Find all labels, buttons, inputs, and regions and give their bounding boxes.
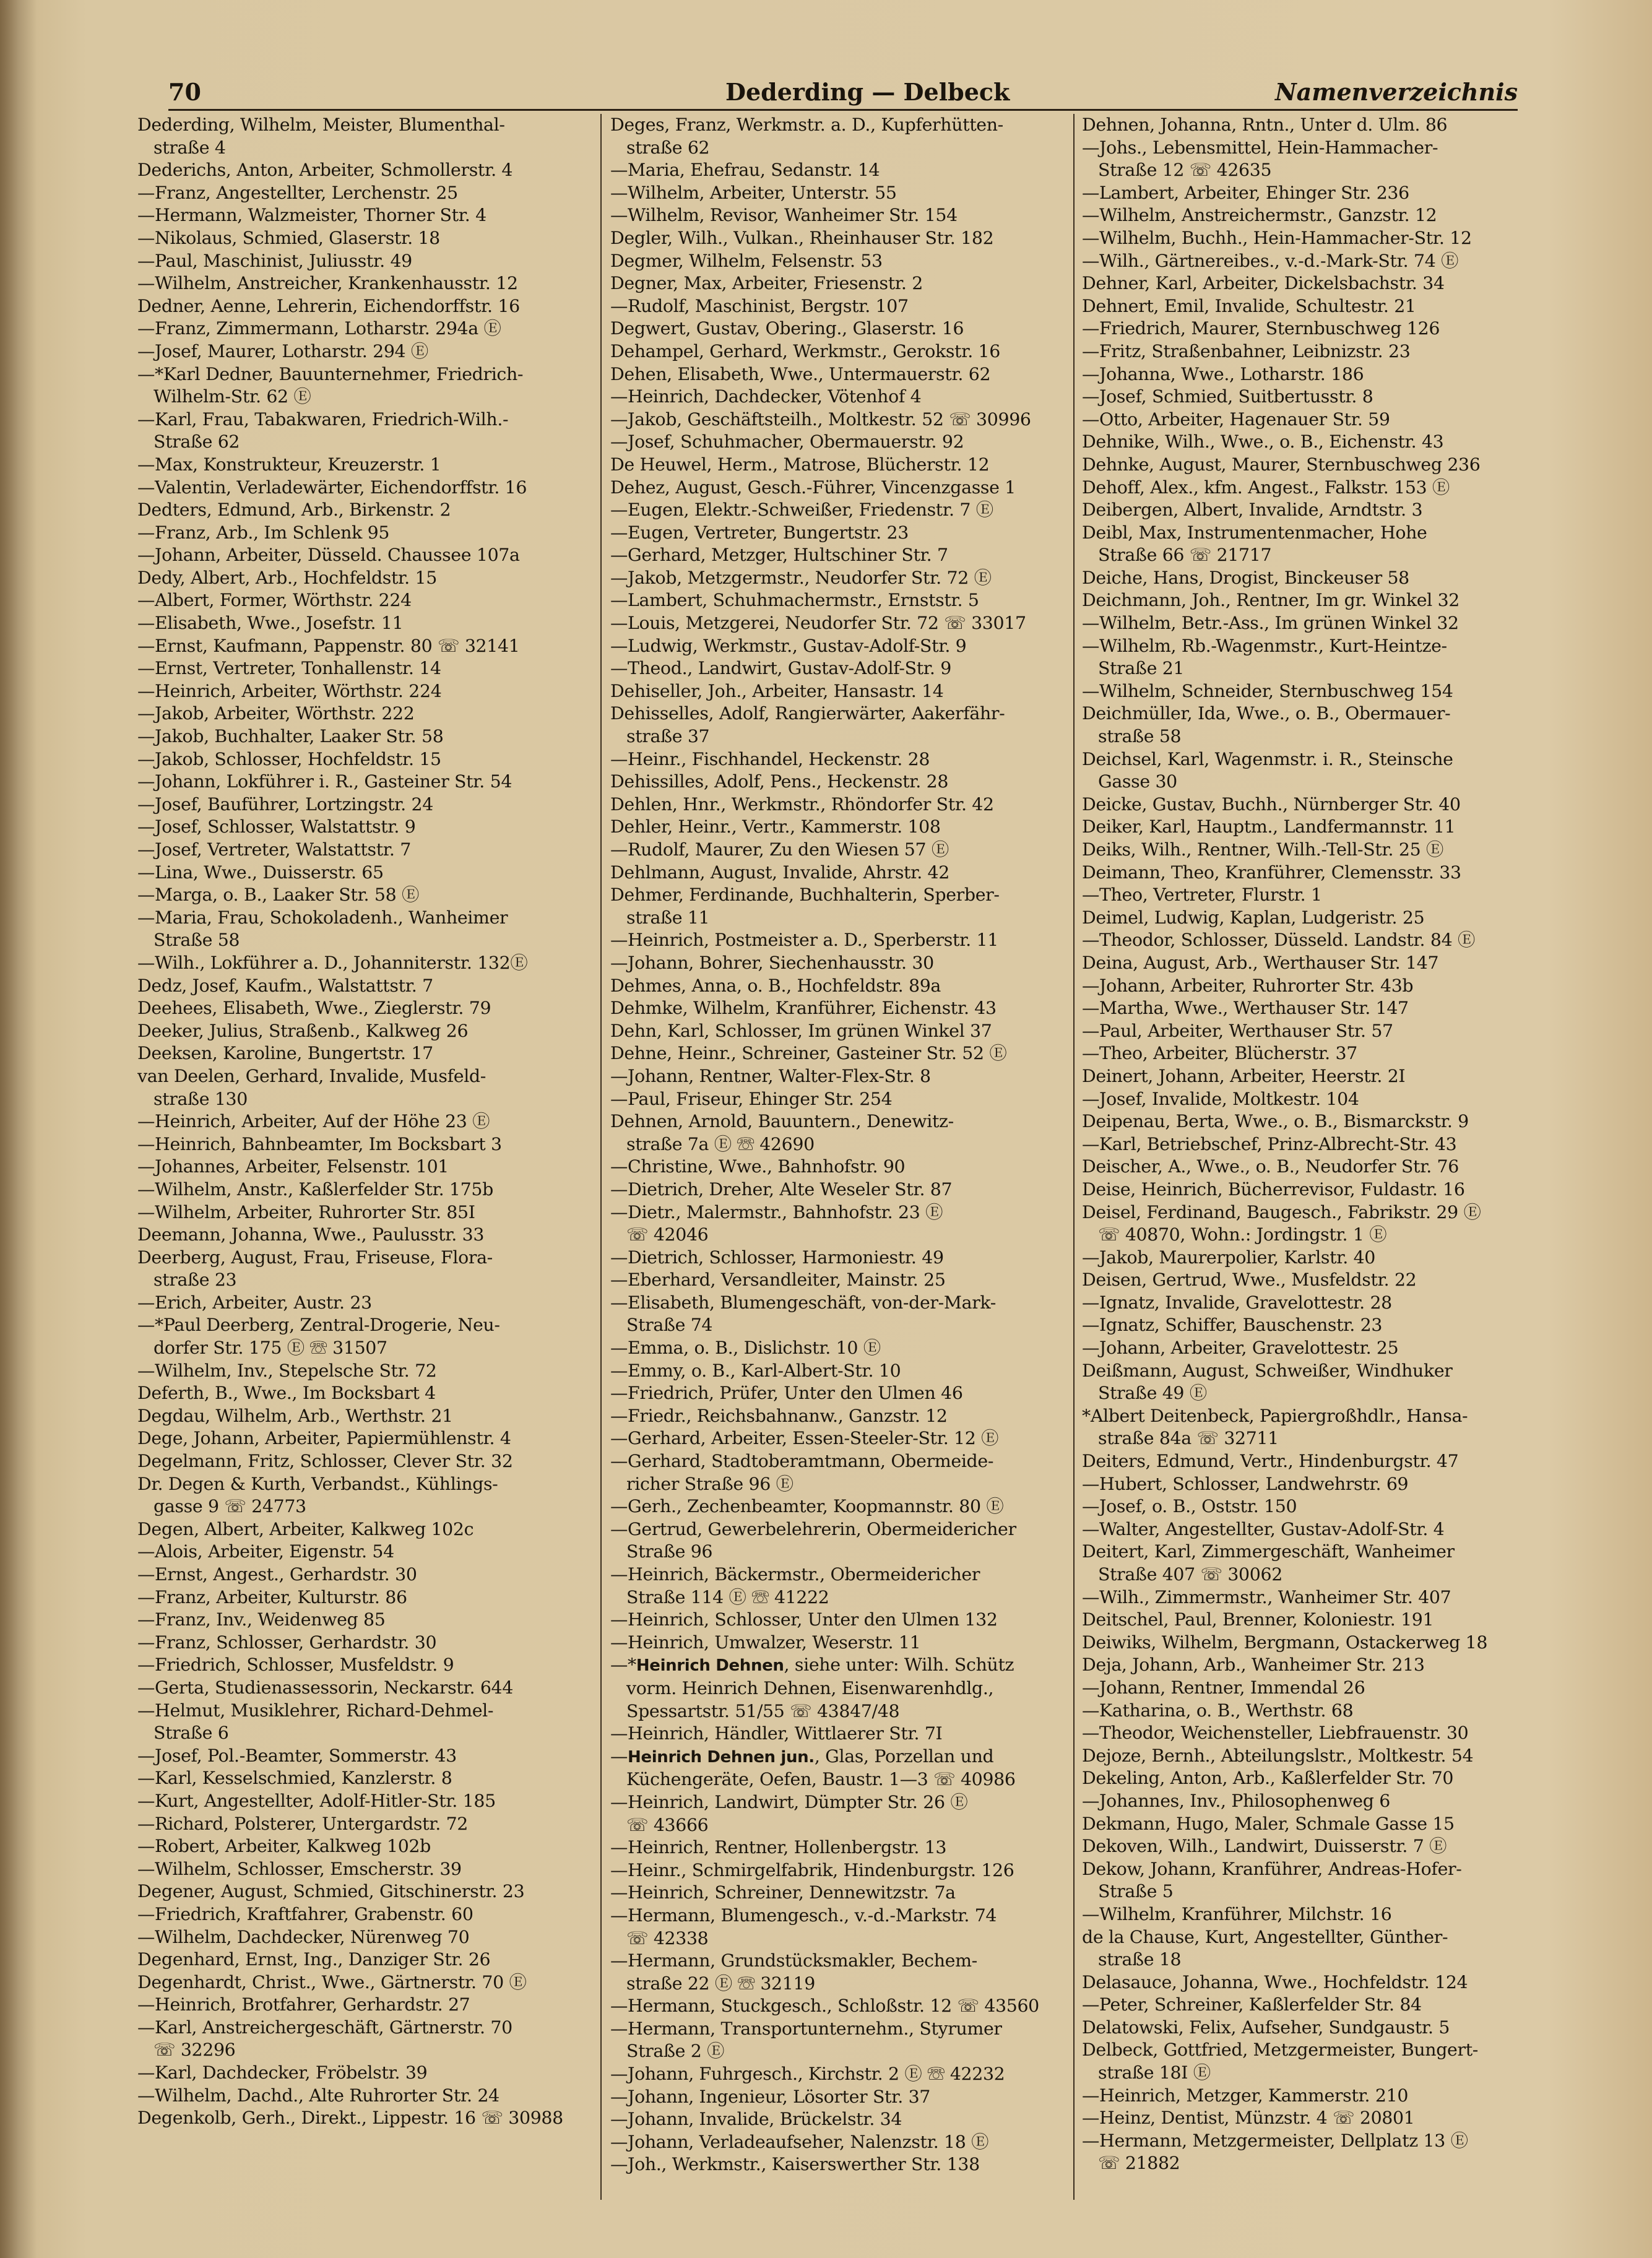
directory-entry-line: Straße 21 <box>1098 658 1185 679</box>
directory-entry-line: —Theodor, Weichensteller, Liebfrauenstr. 30 <box>1082 1723 1469 1744</box>
directory-entry-line: —Johann, Ingenieur, Lösorter Str. 37 <box>610 2086 930 2107</box>
directory-entry-line: Dehiseller, Joh., Arbeiter, Hansastr. 14 <box>610 680 944 701</box>
directory-entry-line: —Helmut, Musiklehrer, Richard-Dehmel- <box>137 1700 494 1721</box>
directory-entry-line: Deja, Johann, Arb., Wanheimer Str. 213 <box>1082 1655 1425 1676</box>
directory-entry-line: —Wilh., Lokführer a. D., Johanniterstr. 132Ⓔ <box>137 952 528 973</box>
directory-entry-line: —Jakob, Metzgermstr., Neudorfer Str. 72 Ⓔ <box>610 567 992 588</box>
directory-entry-line: —Heinrich, Schreiner, Dennewitzstr. 7a <box>610 1882 956 1903</box>
directory-entry-line: —Valentin, Verladewärter, Eichendorffstr. 16 <box>137 477 527 498</box>
directory-entry-line: —Wilhelm, Inv., Stepelsche Str. 72 <box>137 1360 437 1381</box>
directory-entry-line: straße 18 <box>1098 1949 1182 1970</box>
directory-entry-line: —Friedrich, Kraftfahrer, Grabenstr. 60 <box>137 1903 474 1924</box>
directory-entry-line: —Friedrich, Prüfer, Unter den Ulmen 46 <box>610 1383 963 1404</box>
directory-entry-line: —Lambert, Arbeiter, Ehinger Str. 236 <box>1082 182 1409 203</box>
directory-entry-line: straße 4 <box>154 137 226 158</box>
directory-entry-line: Degmer, Wilhelm, Felsenstr. 53 <box>610 250 883 271</box>
directory-entry-line: —Lambert, Schuhmachermstr., Ernststr. 5 <box>610 590 979 611</box>
directory-entry-line: straße 37 <box>626 726 710 747</box>
directory-entry-line: —Paul, Arbeiter, Werthauser Str. 57 <box>1082 1020 1393 1041</box>
directory-entry-line: —Johann, Arbeiter, Ruhrorter Str. 43b <box>1082 975 1414 996</box>
directory-entry-line: Straße 12 ☏ 42635 <box>1098 160 1272 181</box>
directory-entry-line: —Johann, Fuhrgesch., Kirchstr. 2 Ⓔ ☏ 42232 <box>610 2064 1005 2085</box>
directory-entry-line: —Hermann, Stuckgesch., Schloßstr. 12 ☏ 43560 <box>610 1996 1039 2017</box>
directory-entry-line: —Eugen, Elektr.-Schweißer, Friedenstr. 7 Ⓔ <box>610 500 993 521</box>
directory-entry-line: straße 84a ☏ 32711 <box>1098 1428 1279 1449</box>
directory-entry-line: *Albert Deitenbeck, Papiergroßhdlr., Hansa- <box>1082 1405 1468 1426</box>
directory-entry-line: ☏ 40870, Wohn.: Jordingstr. 1 Ⓔ <box>1098 1224 1387 1245</box>
directory-entry-line: Degener, August, Schmied, Gitschinerstr. 23 <box>137 1881 525 1902</box>
directory-entry-line: Spessartstr. 51/55 ☏ 43847/48 <box>626 1700 900 1721</box>
directory-entry-line: —Karl, Kesselschmied, Kanzlerstr. 8 <box>137 1768 452 1789</box>
directory-entry-line: —Franz, Zimmermann, Lotharstr. 294a Ⓔ <box>137 318 501 339</box>
directory-entry-line: —Maria, Frau, Schokoladenh., Wanheimer <box>137 907 508 928</box>
directory-entry-line: Straße 2 Ⓔ <box>626 2041 725 2062</box>
directory-entry-line: —Wilhelm, Buchh., Hein-Hammacher-Str. 12 <box>1082 227 1472 248</box>
directory-entry-line: —Eberhard, Versandleiter, Mainstr. 25 <box>610 1270 946 1291</box>
directory-entry-line: —Wilhelm, Rb.-Wagenmstr., Kurt-Heintze- <box>1082 635 1447 656</box>
directory-entry-line: Delbeck, Gottfried, Metzgermeister, Bungert- <box>1082 2040 1478 2061</box>
directory-entry-line: Deißmann, August, Schweißer, Windhuker <box>1082 1360 1453 1381</box>
directory-entry-line: Straße 6 <box>154 1723 229 1744</box>
directory-entry-line: —Karl, Frau, Tabakwaren, Friedrich-Wilh.- <box>137 409 509 430</box>
directory-entry-line: —Marga, o. B., Laaker Str. 58 Ⓔ <box>137 885 420 906</box>
directory-entry-line: —Josef, Maurer, Lotharstr. 294 Ⓔ <box>137 340 428 361</box>
directory-entry-line: —Johann, Invalide, Brückelstr. 34 <box>610 2109 902 2130</box>
directory-entry-line: straße 58 <box>1098 726 1182 747</box>
directory-entry-line: De Heuwel, Herm., Matrose, Blücherstr. 12 <box>610 454 990 475</box>
directory-entry-line: —Karl, Betriebschef, Prinz-Albrecht-Str. 43 <box>1082 1133 1457 1154</box>
directory-entry-line: —Heinrich, Arbeiter, Auf der Höhe 23 Ⓔ <box>137 1111 490 1132</box>
directory-entry-line: —Walter, Angestellter, Gustav-Adolf-Str. 4 <box>1082 1518 1445 1539</box>
directory-entry-line: —Friedrich, Schlosser, Musfeldstr. 9 <box>137 1655 454 1676</box>
directory-entry-line: ☏ 32296 <box>154 2040 236 2061</box>
directory-entry-line: —Maria, Ehefrau, Sedanstr. 14 <box>610 160 880 181</box>
header-rule <box>168 109 1518 111</box>
directory-entry-line: Dehisselles, Adolf, Rangierwärter, Aakerfähr- <box>610 703 1005 724</box>
directory-entry-line: —Emmy, o. B., Karl-Albert-Str. 10 <box>610 1360 901 1381</box>
directory-entry-line: Straße 96 <box>626 1541 713 1562</box>
directory-entry-line: Dehner, Karl, Arbeiter, Dickelsbachstr. 34 <box>1082 273 1445 294</box>
directory-entry-line: —Ernst, Angest., Gerhardstr. 30 <box>137 1564 417 1585</box>
directory-entry-line: Straße 407 ☏ 30062 <box>1098 1564 1282 1585</box>
directory-entry-line: —Franz, Angestellter, Lerchenstr. 25 <box>137 182 458 203</box>
directory-entry-line: —Karl, Anstreichergeschäft, Gärtnerstr. 70 <box>137 2017 512 2038</box>
directory-entry-line: Degenhardt, Christ., Wwe., Gärtnerstr. 70 Ⓔ <box>137 1971 527 1992</box>
directory-entry-line: —Johanna, Wwe., Lotharstr. 186 <box>1082 363 1364 384</box>
directory-entry-line: van Deelen, Gerhard, Invalide, Musfeld- <box>137 1065 486 1086</box>
directory-entry-line: —Heinrich, Händler, Wittlaerer Str. 7I <box>610 1723 943 1744</box>
directory-entry-line: —Josef, Vertreter, Walstattstr. 7 <box>137 839 411 860</box>
directory-entry-line: Degner, Max, Arbeiter, Friesenstr. 2 <box>610 273 923 294</box>
directory-entry-line: —*Karl Dedner, Bauunternehmer, Friedrich- <box>137 363 524 384</box>
directory-entry-line: Deichmüller, Ida, Wwe., o. B., Obermauer- <box>1082 703 1451 724</box>
directory-entry-line: Deiche, Hans, Drogist, Binckeuser 58 <box>1082 567 1409 588</box>
directory-entry-line: Dehne, Heinr., Schreiner, Gasteiner Str. 52 Ⓔ <box>610 1043 1007 1064</box>
directory-entry-line: —Heinrich, Brotfahrer, Gerhardstr. 27 <box>137 1994 470 2015</box>
directory-entry-line: —Heinz, Dentist, Münzstr. 4 ☏ 20801 <box>1082 2108 1415 2129</box>
directory-entry-line: —Heinrich, Schlosser, Unter den Ulmen 132 <box>610 1609 998 1630</box>
directory-entry-line: Dehampel, Gerhard, Werkmstr., Gerokstr. 16 <box>610 340 1000 361</box>
directory-entry-line: straße 11 <box>626 907 710 928</box>
directory-entry-line: —Johann, Bohrer, Siechenhausstr. 30 <box>610 952 934 973</box>
directory-entry-line: —Alois, Arbeiter, Eigenstr. 54 <box>137 1541 394 1562</box>
directory-entry-line: —Paul, Friseur, Ehinger Str. 254 <box>610 1088 893 1109</box>
directory-entry-line: —Franz, Arbeiter, Kulturstr. 86 <box>137 1586 407 1607</box>
directory-entry-line: —*Heinrich Dehnen, siehe unter: Wilh. Schütz <box>610 1655 1014 1676</box>
directory-entry-line: Deibl, Max, Instrumentenmacher, Hohe <box>1082 522 1427 543</box>
directory-entry-line: —Josef, Bauführer, Lortzingstr. 24 <box>137 794 433 815</box>
directory-entry-line: Degwert, Gustav, Obering., Glaserstr. 16 <box>610 318 964 339</box>
directory-entry-line: —Heinrich, Bahnbeamter, Im Bocksbart 3 <box>137 1133 502 1154</box>
directory-entry-line: Deimel, Ludwig, Kaplan, Ludgeristr. 25 <box>1082 907 1425 928</box>
directory-entry-line: —Richard, Polsterer, Untergardstr. 72 <box>137 1813 469 1834</box>
directory-entry-line: —Katharina, o. B., Werthstr. 68 <box>1082 1700 1354 1721</box>
directory-entry-line: —Gerta, Studienassessorin, Neckarstr. 644 <box>137 1677 513 1698</box>
directory-entry-line: straße 22 Ⓔ ☏ 32119 <box>626 1973 815 1994</box>
directory-entry-line: Deemann, Johanna, Wwe., Paulusstr. 33 <box>137 1224 485 1245</box>
directory-entry-line: Deisen, Gertrud, Wwe., Musfeldstr. 22 <box>1082 1270 1417 1291</box>
directory-entry-line: Degenhard, Ernst, Ing., Danziger Str. 26 <box>137 1949 491 1970</box>
directory-entry-line: Dehnert, Emil, Invalide, Schultestr. 21 <box>1082 295 1416 316</box>
directory-entry-line: Dehlen, Hnr., Werkmstr., Rhöndorfer Str. 42 <box>610 794 994 815</box>
directory-entry-line: Deiker, Karl, Hauptm., Landfermannstr. 11 <box>1082 816 1456 837</box>
directory-entry-line: Deehees, Elisabeth, Wwe., Zieglerstr. 79 <box>137 998 491 1019</box>
directory-entry-line: Deiwiks, Wilhelm, Bergmann, Ostackerweg 18 <box>1082 1632 1488 1653</box>
directory-entry-line: Dehmer, Ferdinande, Buchhalterin, Sperber- <box>610 885 1000 906</box>
column-divider <box>1073 114 1075 2200</box>
directory-entry-line: Dejoze, Bernh., Abteilungslstr., Moltkestr. 54 <box>1082 1745 1474 1766</box>
directory-entry-line: —Heinrich, Arbeiter, Wörthstr. 224 <box>137 680 442 701</box>
directory-entry-line: —Jakob, Maurerpolier, Karlstr. 40 <box>1082 1247 1376 1268</box>
directory-entry-line: —Dietrich, Dreher, Alte Weseler Str. 87 <box>610 1179 953 1200</box>
directory-entry-line: Dedters, Edmund, Arb., Birkenstr. 2 <box>137 500 451 521</box>
directory-entry-line: —Ignatz, Schiffer, Bauschenstr. 23 <box>1082 1315 1383 1336</box>
directory-entry-line: straße 130 <box>154 1088 248 1109</box>
directory-entry-line: Degdau, Wilhelm, Arb., Werthstr. 21 <box>137 1405 453 1426</box>
directory-entry-line: Dehen, Elisabeth, Wwe., Untermauerstr. 62 <box>610 363 991 384</box>
directory-entry-line: —*Paul Deerberg, Zentral-Drogerie, Neu- <box>137 1315 500 1336</box>
directory-entry-line: —Louis, Metzgerei, Neudorfer Str. 72 ☏ 33017 <box>610 613 1026 634</box>
directory-entry-line: Degen, Albert, Arbeiter, Kalkweg 102c <box>137 1518 474 1539</box>
directory-entry-line: Dehoff, Alex., kfm. Angest., Falkstr. 153 Ⓔ <box>1082 477 1450 498</box>
directory-entry-line: —Wilhelm, Dachd., Alte Ruhrorter Str. 24 <box>137 2085 499 2106</box>
directory-entry-line: —Heinr., Schmirgelfabrik, Hindenburgstr. 126 <box>610 1859 1014 1880</box>
directory-entry-line: —Josef, Schmied, Suitbertusstr. 8 <box>1082 386 1373 407</box>
directory-entry-line: Straße 114 Ⓔ ☏ 41222 <box>626 1586 829 1607</box>
directory-entry-line: —Wilhelm, Anstreicher, Krankenhausstr. 12 <box>137 273 518 294</box>
directory-entry-line: Deicke, Gustav, Buchh., Nürnberger Str. 40 <box>1082 794 1461 815</box>
directory-entry-line: —Robert, Arbeiter, Kalkweg 102b <box>137 1836 431 1857</box>
directory-entry-line: —Wilhelm, Anstr., Kaßlerfelder Str. 175b <box>137 1179 493 1200</box>
column-divider <box>600 114 602 2200</box>
directory-entry-line: —Heinrich, Postmeister a. D., Sperberstr. 11 <box>610 930 998 951</box>
directory-entry-line: —Fritz, Straßenbahner, Leibnizstr. 23 <box>1082 340 1411 361</box>
directory-entry-line: ☏ 42338 <box>626 1927 709 1949</box>
directory-entry-line: Küchengeräte, Oefen, Baustr. 1—3 ☏ 40986 <box>626 1769 1016 1790</box>
directory-entry-line: Dekow, Johann, Kranführer, Andreas-Hofer- <box>1082 1858 1462 1879</box>
column-2 <box>610 114 1062 2200</box>
directory-entry-line: Straße 49 Ⓔ <box>1098 1383 1207 1404</box>
directory-entry-line: ☏ 43666 <box>626 1814 709 1835</box>
directory-entry-line: —Friedrich, Maurer, Sternbuschweg 126 <box>1082 318 1440 339</box>
running-title: Dederding — Delbeck <box>725 78 1010 106</box>
directory-entry-line: —Wilhelm, Arbeiter, Ruhrorter Str. 85I <box>137 1201 475 1222</box>
directory-entry-line: Dehnen, Arnold, Bauuntern., Denewitz- <box>610 1111 954 1132</box>
directory-entry-line: —Gerhard, Metzger, Hultschiner Str. 7 <box>610 545 948 566</box>
directory-entry-line: ☏ 42046 <box>626 1224 709 1245</box>
directory-entry-line: Deipenau, Berta, Wwe., o. B., Bismarckstr. 9 <box>1082 1111 1469 1132</box>
directory-entry-line: —Johannes, Inv., Philosophenweg 6 <box>1082 1790 1390 1811</box>
column-3 <box>1082 114 1534 2200</box>
directory-entry-line: —Rudolf, Maschinist, Bergstr. 107 <box>610 295 909 316</box>
directory-entry-line: —Johann, Lokführer i. R., Gasteiner Str. 54 <box>137 771 512 792</box>
directory-entry-line: Deischer, A., Wwe., o. B., Neudorfer Str. 76 <box>1082 1156 1459 1177</box>
directory-entry-line: Deferth, B., Wwe., Im Bocksbart 4 <box>137 1383 436 1404</box>
directory-entry-line: —Wilhelm, Dachdecker, Nürenweg 70 <box>137 1926 470 1947</box>
directory-entry-line: Deinert, Johann, Arbeiter, Heerstr. 2I <box>1082 1065 1406 1086</box>
directory-entry-line: Dekoven, Wilh., Landwirt, Duisserstr. 7 Ⓔ <box>1082 1836 1447 1857</box>
directory-entry-line: vorm. Heinrich Dehnen, Eisenwarenhdlg., <box>626 1677 994 1698</box>
directory-entry-line: —Theo, Arbeiter, Blücherstr. 37 <box>1082 1043 1357 1064</box>
directory-entry-line: —Kurt, Angestellter, Adolf-Hitler-Str. 185 <box>137 1790 496 1811</box>
directory-entry-line: —Dietrich, Schlosser, Harmoniestr. 49 <box>610 1247 944 1268</box>
directory-entry-line: straße 62 <box>626 137 710 158</box>
directory-entry-line: —Johann, Arbeiter, Düsseld. Chaussee 107a <box>137 545 520 566</box>
directory-entry-line: Dedner, Aenne, Lehrerin, Eichendorffstr. 16 <box>137 295 520 316</box>
directory-entry-line: —Emma, o. B., Dislichstr. 10 Ⓔ <box>610 1338 881 1359</box>
directory-entry-line: Dekeling, Anton, Arb., Kaßlerfelder Str. 70 <box>1082 1768 1454 1789</box>
directory-entry-line: —Jakob, Arbeiter, Wörthstr. 222 <box>137 703 415 724</box>
directory-entry-line: —Lina, Wwe., Duisserstr. 65 <box>137 862 384 883</box>
directory-entry-line: gasse 9 ☏ 24773 <box>154 1496 306 1517</box>
directory-entry-line: —Wilhelm, Anstreichermstr., Ganzstr. 12 <box>1082 205 1437 226</box>
directory-entry-line: —Otto, Arbeiter, Hagenauer Str. 59 <box>1082 409 1390 430</box>
directory-entry-line: Deeker, Julius, Straßenb., Kalkweg 26 <box>137 1020 469 1041</box>
directory-entry-line: ☏ 21882 <box>1098 2153 1180 2174</box>
directory-entry-line: —Jakob, Buchhalter, Laaker Str. 58 <box>137 726 444 747</box>
directory-entry-line: —Franz, Inv., Weidenweg 85 <box>137 1609 386 1630</box>
directory-entry-line: —Gerhard, Stadtoberamtmann, Obermeide- <box>610 1451 994 1472</box>
directory-entry-line: —Johann, Verladeaufseher, Nalenzstr. 18 Ⓔ <box>610 2131 989 2152</box>
directory-entry-line: Deise, Heinrich, Bücherrevisor, Fuldastr. 16 <box>1082 1179 1465 1200</box>
directory-entry-line: —Erich, Arbeiter, Austr. 23 <box>137 1292 372 1313</box>
directory-entry-line: —Heinrich, Umwalzer, Weserstr. 11 <box>610 1632 921 1653</box>
directory-entry-line: —Franz, Arb., Im Schlenk 95 <box>137 522 390 543</box>
directory-entry-line: —Johann, Arbeiter, Gravelottestr. 25 <box>1082 1338 1399 1359</box>
directory-entry-line: dorfer Str. 175 Ⓔ ☏ 31507 <box>154 1338 387 1359</box>
directory-entry-line: straße 7a Ⓔ ☏ 42690 <box>626 1133 815 1154</box>
directory-entry-line: richer Straße 96 Ⓔ <box>626 1473 794 1494</box>
directory-entry-line: straße 23 <box>154 1270 237 1291</box>
directory-entry-line: Dehnike, Wilh., Wwe., o. B., Eichenstr. 43 <box>1082 431 1444 452</box>
directory-entry-line: —Hermann, Transportunternehm., Styrumer <box>610 2018 1002 2039</box>
directory-entry-line: —Wilhelm, Betr.-Ass., Im grünen Winkel 32 <box>1082 613 1459 634</box>
directory-entry-line: Deitschel, Paul, Brenner, Koloniestr. 191 <box>1082 1609 1434 1630</box>
directory-entry-line: —Max, Konstrukteur, Kreuzerstr. 1 <box>137 454 441 475</box>
directory-entry-line: Degelmann, Fritz, Schlosser, Clever Str. 32 <box>137 1451 513 1472</box>
directory-entry-line: Degler, Wilh., Vulkan., Rheinhauser Str. 182 <box>610 227 994 248</box>
directory-entry-line: —Karl, Dachdecker, Fröbelstr. 39 <box>137 2062 428 2083</box>
directory-entry-line: Deeksen, Karoline, Bungertstr. 17 <box>137 1043 433 1064</box>
directory-entry-line: —Hermann, Grundstücksmakler, Bechem- <box>610 1950 977 1971</box>
directory-entry-line: —Joh., Werkmstr., Kaiserswerther Str. 138 <box>610 2154 980 2175</box>
directory-entry-line: Deiks, Wilh., Rentner, Wilh.-Tell-Str. 25 Ⓔ <box>1082 839 1443 860</box>
directory-entry-line: Dege, Johann, Arbeiter, Papiermühlenstr. 4 <box>137 1428 511 1449</box>
directory-entry-line: —Heinrich, Landwirt, Dümpter Str. 26 Ⓔ <box>610 1791 968 1812</box>
directory-entry-line: —Martha, Wwe., Werthauser Str. 147 <box>1082 998 1409 1019</box>
directory-entry-line: —Josef, Schlosser, Walstattstr. 9 <box>137 816 416 837</box>
directory-entry-line: Deimann, Theo, Kranführer, Clemensstr. 33 <box>1082 862 1461 883</box>
directory-entry-line: —Johann, Rentner, Immendal 26 <box>1082 1677 1365 1698</box>
directory-entry-line: —Wilhelm, Arbeiter, Unterstr. 55 <box>610 182 897 203</box>
directory-entry-line: Deibergen, Albert, Invalide, Arndtstr. 3 <box>1082 500 1423 521</box>
directory-entry-line: —Josef, Invalide, Moltkestr. 104 <box>1082 1088 1359 1109</box>
directory-entry-line: —Jakob, Geschäftsteilh., Moltkestr. 52 ☏ 30996 <box>610 409 1031 430</box>
directory-entry-line: Dehmes, Anna, o. B., Hochfeldstr. 89a <box>610 975 941 996</box>
directory-entry-line: Straße 62 <box>154 431 240 452</box>
directory-entry-line: —Nikolaus, Schmied, Glaserstr. 18 <box>137 227 440 248</box>
directory-entry-line: —Eugen, Vertreter, Bungertstr. 23 <box>610 522 909 543</box>
directory-entry-line: —Heinrich, Dachdecker, Vötenhof 4 <box>610 386 922 407</box>
directory-entry-line: —Wilhelm, Kranführer, Milchstr. 16 <box>1082 1903 1392 1924</box>
directory-entry-line: —Ignatz, Invalide, Gravelottestr. 28 <box>1082 1292 1392 1313</box>
directory-entry-line: straße 18I Ⓔ <box>1098 2062 1211 2083</box>
directory-entry-line: —Johann, Rentner, Walter-Flex-Str. 8 <box>610 1065 931 1086</box>
directory-entry-line: —Johs., Lebensmittel, Hein-Hammacher- <box>1082 137 1438 158</box>
directory-entry-line: Dedy, Albert, Arb., Hochfeldstr. 15 <box>137 567 437 588</box>
directory-entry-line: —Wilh., Zimmermstr., Wanheimer Str. 407 <box>1082 1586 1451 1607</box>
directory-entry-line: —Ludwig, Werkmstr., Gustav-Adolf-Str. 9 <box>610 635 967 656</box>
directory-entry-line: —Ernst, Vertreter, Tonhallenstr. 14 <box>137 658 441 679</box>
directory-entry-line: de la Chause, Kurt, Angestellter, Günther- <box>1082 1926 1448 1947</box>
directory-entry-line: —Hermann, Walzmeister, Thorner Str. 4 <box>137 205 487 226</box>
directory-entry-line: Dr. Degen & Kurth, Verbandst., Kühlings- <box>137 1473 498 1494</box>
directory-entry-line: —Wilhelm, Schneider, Sternbuschweg 154 <box>1082 680 1453 701</box>
directory-entry-line: Deitert, Karl, Zimmergeschäft, Wanheimer <box>1082 1541 1455 1562</box>
directory-entry-line: Deiters, Edmund, Vertr., Hindenburgstr. 47 <box>1082 1451 1459 1472</box>
directory-entry-line: Dehlmann, August, Invalide, Ahrstr. 42 <box>610 862 949 883</box>
directory-entry-line: Dederding, Wilhelm, Meister, Blumenthal- <box>137 115 505 135</box>
directory-entry-line: Dehnen, Johanna, Rntn., Unter d. Ulm. 86 <box>1082 115 1448 135</box>
directory-entry-line: —Dietr., Malermstr., Bahnhofstr. 23 Ⓔ <box>610 1201 943 1222</box>
directory-entry-line: Deichsel, Karl, Wagenmstr. i. R., Steinsche <box>1082 748 1453 769</box>
directory-entry-line: —Josef, Schuhmacher, Obermauerstr. 92 <box>610 431 964 452</box>
directory-entry-line: Deichmann, Joh., Rentner, Im gr. Winkel 32 <box>1082 590 1460 611</box>
directory-entry-line: —Paul, Maschinist, Juliusstr. 49 <box>137 250 412 271</box>
directory-entry-line: Straße 66 ☏ 21717 <box>1098 545 1272 566</box>
directory-entry-line: Straße 5 <box>1098 1881 1174 1902</box>
section-title: Namenverzeichnis <box>1274 78 1518 106</box>
directory-entry-line: Dedz, Josef, Kaufm., Walstattstr. 7 <box>137 975 433 996</box>
directory-entry-line: Deerberg, August, Frau, Friseuse, Flora- <box>137 1247 493 1268</box>
directory-entry-line: —Christine, Wwe., Bahnhofstr. 90 <box>610 1156 906 1177</box>
directory-entry-line: —Jakob, Schlosser, Hochfeldstr. 15 <box>137 748 441 769</box>
directory-entry-line: Wilhelm-Str. 62 Ⓔ <box>154 386 311 407</box>
directory-entry-line: Deina, August, Arb., Werthauser Str. 147 <box>1082 952 1439 973</box>
directory-entry-line: —Franz, Schlosser, Gerhardstr. 30 <box>137 1632 437 1653</box>
directory-entry-line: Gasse 30 <box>1098 771 1177 792</box>
directory-entry-line: Straße 74 <box>626 1315 713 1336</box>
directory-entry-line: —Theodor, Schlosser, Düsseld. Landstr. 84 Ⓔ <box>1082 930 1476 951</box>
directory-entry-line: Dekmann, Hugo, Maler, Schmale Gasse 15 <box>1082 1813 1455 1834</box>
page-number: 70 <box>168 78 201 106</box>
directory-entry-line: —Hermann, Blumengesch., v.-d.-Markstr. 74 <box>610 1905 997 1926</box>
directory-entry-line: —Heinrich, Metzger, Kammerstr. 210 <box>1082 2085 1409 2106</box>
directory-entry-line: Deges, Franz, Werkmstr. a. D., Kupferhütten- <box>610 115 1003 135</box>
directory-entry-line: —Josef, Pol.-Beamter, Sommerstr. 43 <box>137 1745 457 1766</box>
directory-entry-line: —Wilh., Gärtnereibes., v.-d.-Mark-Str. 74 Ⓔ <box>1082 250 1459 271</box>
directory-entry-line: —Theod., Landwirt, Gustav-Adolf-Str. 9 <box>610 658 951 679</box>
directory-entry-line: —Heinrich Dehnen jun., Glas, Porzellan und <box>610 1745 994 1767</box>
directory-entry-line: —Josef, o. B., Oststr. 150 <box>1082 1496 1297 1517</box>
directory-entry-line: —Heinrich, Rentner, Hollenbergstr. 13 <box>610 1837 947 1858</box>
directory-entry-line: —Theo, Vertreter, Flurstr. 1 <box>1082 885 1322 906</box>
directory-entry-line: —Peter, Schreiner, Kaßlerfelder Str. 84 <box>1082 1994 1422 2015</box>
directory-entry-line: —Hubert, Schlosser, Landwehrstr. 69 <box>1082 1473 1409 1494</box>
directory-entry-line: Dehnke, August, Maurer, Sternbuschweg 236 <box>1082 454 1481 475</box>
directory-entry-line: Dehez, August, Gesch.-Führer, Vincenzgasse 1 <box>610 477 1016 498</box>
directory-entry-line: —Gertrud, Gewerbelehrerin, Obermeidericher <box>610 1518 1016 1539</box>
column-1 <box>137 114 589 2200</box>
directory-entry-line: —Elisabeth, Blumengeschäft, von-der-Mark- <box>610 1292 997 1313</box>
directory-entry-line: —Elisabeth, Wwe., Josefstr. 11 <box>137 613 404 634</box>
directory-entry-line: —Friedr., Reichsbahnanw., Ganzstr. 12 <box>610 1405 948 1426</box>
directory-entry-line: —Albert, Former, Wörthstr. 224 <box>137 590 412 611</box>
directory-entry-line: Dehissilles, Adolf, Pens., Heckenstr. 28 <box>610 771 949 792</box>
directory-entry-line: Dehmke, Wilhelm, Kranführer, Eichenstr. 43 <box>610 998 997 1019</box>
directory-entry-line: Dehn, Karl, Schlosser, Im grünen Winkel 37 <box>610 1020 992 1041</box>
directory-entry-line: Delasauce, Johanna, Wwe., Hochfeldstr. 124 <box>1082 1971 1468 1992</box>
directory-entry-line: Dederichs, Anton, Arbeiter, Schmollerstr. 4 <box>137 160 513 181</box>
directory-entry-line: —Hermann, Metzgermeister, Dellplatz 13 Ⓔ <box>1082 2130 1468 2151</box>
directory-entry-line: Dehler, Heinr., Vertr., Kammerstr. 108 <box>610 816 941 837</box>
directory-entry-line: —Gerhard, Arbeiter, Essen-Steeler-Str. 12 Ⓔ <box>610 1428 999 1449</box>
directory-entry-line: Straße 58 <box>154 930 240 951</box>
directory-entry-line: —Heinr., Fischhandel, Heckenstr. 28 <box>610 748 930 769</box>
directory-entry-line: —Gerh., Zechenbeamter, Koopmannstr. 80 Ⓔ <box>610 1496 1004 1517</box>
directory-entry-line: Degenkolb, Gerh., Direkt., Lippestr. 16 ☏ 30988 <box>137 2108 563 2129</box>
directory-entry-line: Deisel, Ferdinand, Baugesch., Fabrikstr. 29 Ⓔ <box>1082 1201 1481 1222</box>
directory-entry-line: —Rudolf, Maurer, Zu den Wiesen 57 Ⓔ <box>610 839 949 860</box>
directory-entry-line: —Ernst, Kaufmann, Pappenstr. 80 ☏ 32141 <box>137 635 520 656</box>
directory-entry-line: —Johannes, Arbeiter, Felsenstr. 101 <box>137 1156 449 1177</box>
directory-entry-line: Delatowski, Felix, Aufseher, Sundgaustr. 5 <box>1082 2017 1450 2038</box>
directory-entry-line: —Heinrich, Bäckermstr., Obermeidericher <box>610 1564 980 1585</box>
directory-entry-line: —Wilhelm, Revisor, Wanheimer Str. 154 <box>610 205 958 226</box>
binding-shadow <box>0 0 37 2258</box>
directory-entry-line: —Wilhelm, Schlosser, Emscherstr. 39 <box>137 1858 462 1879</box>
